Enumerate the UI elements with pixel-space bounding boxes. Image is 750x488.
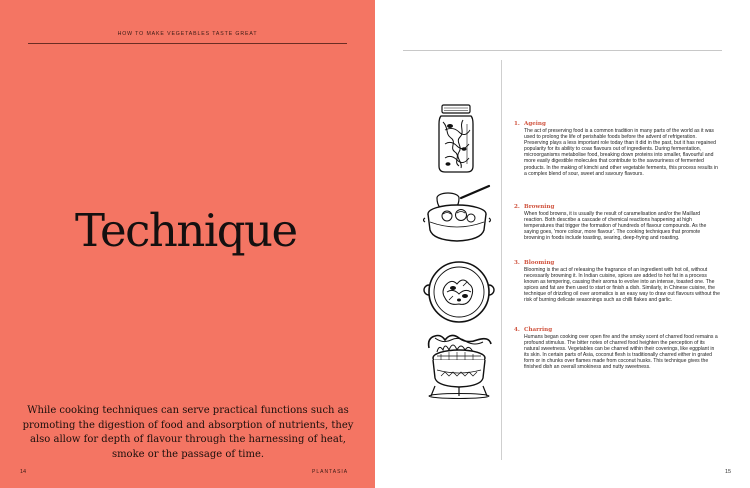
right-page — [375, 0, 750, 488]
technique-entry-blooming — [514, 260, 720, 304]
entry-number: 2. — [514, 204, 520, 210]
header-rule — [28, 43, 347, 44]
entry-body: When food browns, it is usually the result of caramelisation and/or the Maillard reaction. Both describe a cascade of chemical reactions happening at high temperatures that trigger the formation of hundreds of flavour compounds. As the saying goes, 'more colour, more flavour'. The cooking techniques that promote browning in foods include toasting, searing, deep-frying and roasting. — [524, 211, 707, 242]
entry-number: 4. — [514, 327, 520, 333]
entry-heading — [514, 260, 720, 267]
entry-number: 1. — [514, 121, 520, 127]
entry-title: Ageing — [524, 121, 546, 127]
entry-body: Blooming is the act of releasing the fragrance of an ingredient with hot oil, without necessarily browning it. In Indian cuisine, spices are added to hot fat in a process known as tempering, causing their aroma to evolve into an intense, toasted one. The spices and fat are then used to start or finish a dish. Similarly, in Chinese cuisine, the technique of drizzling oil over aromatics is an easy way to draw out flavours without the risk of burning delicate seasonings such as chilli flakes and garlic. — [524, 267, 720, 304]
technique-entry-ageing — [514, 121, 720, 177]
entry-heading — [514, 121, 720, 128]
entry-title: Blooming — [524, 260, 555, 266]
entry-heading — [514, 327, 720, 334]
entry-number: 3. — [514, 260, 520, 266]
entry-body: The act of preserving food is a common tradition in many parts of the world as it was used to prolong the life of perishable foods before the advent of refrigeration. Preserving plays a less important role today than it did in the past, but it has regained popularity for its ability to coax flavours out of ingredients. During fermentation, microorganisms metabolise food, breaking down proteins into smaller, flavourful and more easily digestible molecules that contribute to the savouriness of fermented products. In the making of kimchi and other vegetable ferments, this process results in a complex blend of sour, sweet and savoury flavours. — [524, 128, 718, 177]
entry-title: Browning — [524, 204, 555, 210]
header-rule — [403, 50, 722, 51]
column-divider — [501, 60, 502, 460]
book-title-footer: PLANTASIA — [312, 469, 349, 475]
page-title: Technique — [75, 204, 297, 257]
technique-entry-browning — [514, 204, 720, 241]
running-header: HOW TO MAKE VEGETABLES TASTE GREAT — [117, 31, 258, 37]
wok-icon — [423, 258, 495, 326]
technique-entry-charring — [514, 327, 720, 371]
fermentation-jar-icon — [433, 104, 479, 174]
entry-body: Humans began cooking over open fire and the smoky scent of charred food remains a profound stimulus. The bitter notes of charred food heighten the perception of its natural sweetness. Vegetables can be charred within their coverings, like eggplant in its skin. In certain parts of Asia, coconut flesh is traditionally charred either in grated form or in chunks over flames made from coconut husks. This technique gives the finished dish an overall smokiness and nutty sweetness. — [524, 334, 718, 371]
saute-pan-icon — [423, 180, 493, 244]
page-number-left: 14 — [20, 469, 27, 475]
entry-title: Charring — [524, 327, 553, 333]
entry-heading — [514, 204, 720, 211]
intro-paragraph: While cooking techniques can serve practical functions such as promoting the digestion of food and absorption of nutrients, they also allow for depth of flavour through the harnessing of heat, smoke or the passage of time. — [22, 405, 354, 460]
page-number-right: 15 — [725, 469, 732, 475]
charcoal-grill-icon — [421, 330, 497, 400]
